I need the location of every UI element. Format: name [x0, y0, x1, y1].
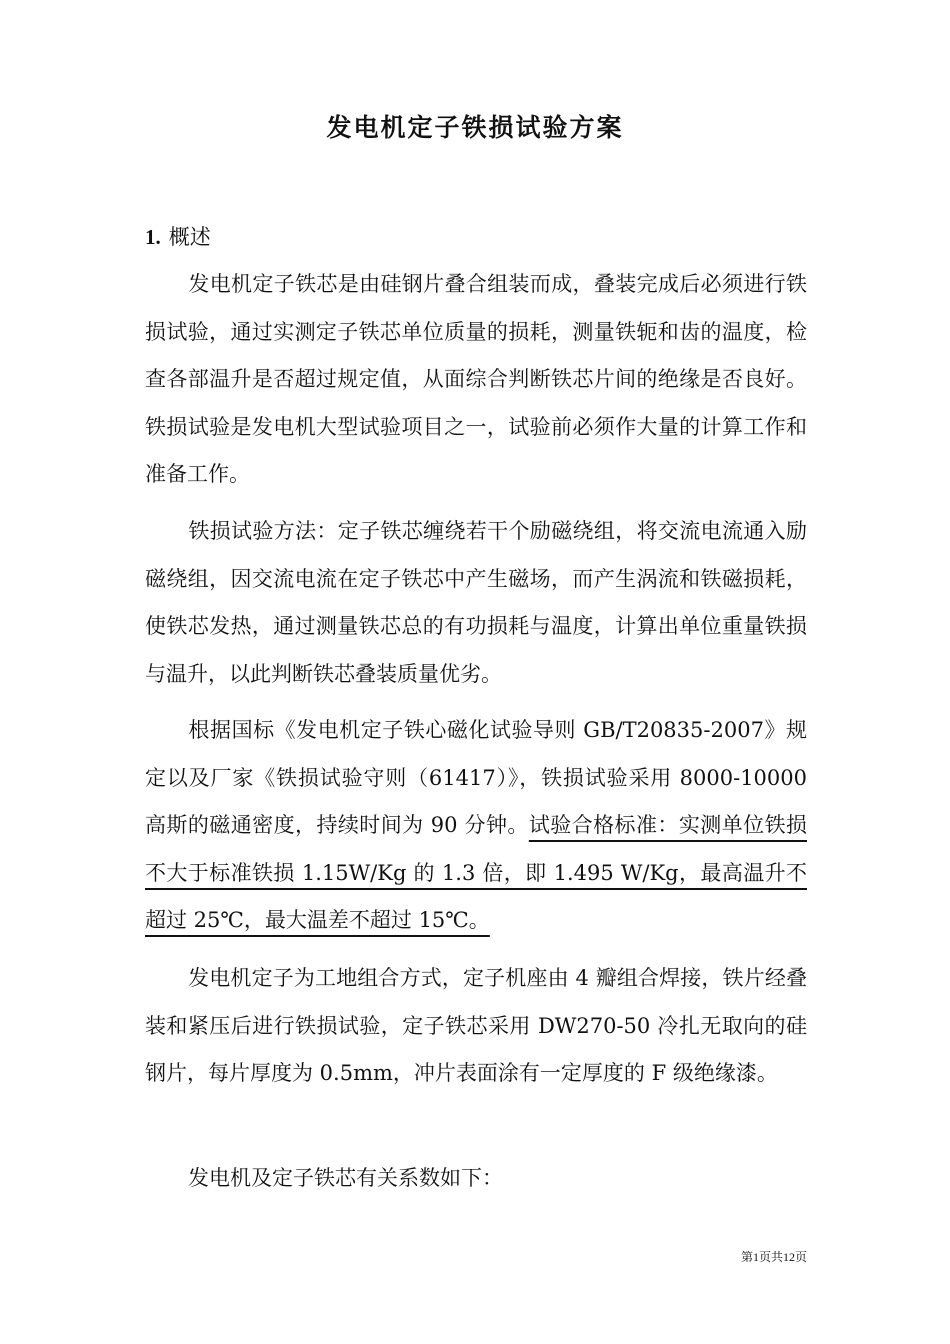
section-title: 概述	[168, 225, 211, 249]
paragraph-standard	[145, 707, 807, 945]
paragraph-text: 铁损试验方法：定子铁芯缠绕若干个励磁绕组，将交流电流通入励磁绕组，因交流电流在定子铁芯中产生磁场，而产生涡流和铁磁损耗，使铁芯发热，通过测量铁芯总的有功损耗与温度，计算出单位重量铁损与温升，以此判断铁芯叠装质量优劣。	[145, 519, 807, 686]
document-title: 发电机定子铁损试验方案	[326, 113, 624, 142]
paragraph-text: 根据国标《发电机定子铁心磁化试验导则 GB/T20835-2007》规定以及厂家《铁损试验守则（61417）》，铁损试验采用 8000-10000 高斯的磁通密度，持续时间为 90 分钟。	[145, 718, 807, 837]
paragraph-stator-description	[145, 955, 807, 1098]
page-number-footer: 第1页共12页	[740, 1250, 807, 1264]
paragraph-text: 发电机定子铁芯是由硅钢片叠合组装而成，叠装完成后必须进行铁损试验，通过实测定子铁芯单位质量的损耗，测量铁轭和齿的温度，检查各部温升是否超过规定值，从面综合判断铁芯片间的绝缘是否良好。铁损试验是发电机大型试验项目之一，试验前必须作大量的计算工作和准备工作。	[145, 272, 807, 486]
section-heading	[145, 219, 211, 255]
section-number: 1.	[145, 225, 161, 249]
paragraph-test-method	[145, 508, 807, 698]
paragraph-overview	[145, 261, 807, 499]
acceptance-criteria-text: 试验合格标准：实测单位铁损不大于标准铁损 1.15W/Kg 的 1.3 倍，即 1.495 W/Kg，最高温升不超过 25℃，最大温差不超过 15℃。	[145, 813, 807, 932]
paragraph-text: 发电机定子为工地组合方式，定子机座由 4 瓣组合焊接，铁片经叠装和紧压后进行铁损试验，定子铁芯采用 DW270-50 冷扎无取向的硅钢片，每片厚度为 0.5mm，冲片表面涂有一定厚度的 F 级绝缘漆。	[145, 966, 807, 1085]
paragraph-text: 发电机及定子铁芯有关系数如下：	[188, 1166, 503, 1190]
paragraph-parameters-intro	[145, 1155, 807, 1203]
